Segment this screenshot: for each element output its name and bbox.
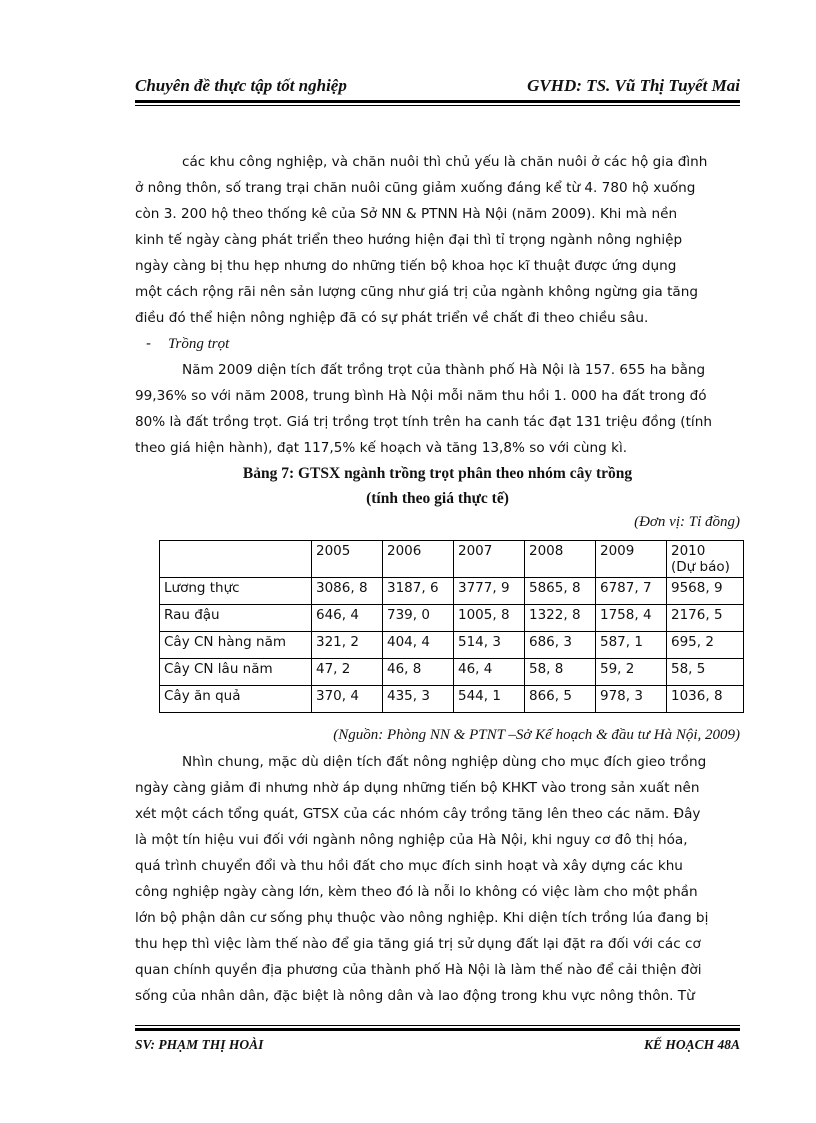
- table-cell: 370, 4: [312, 686, 383, 713]
- table-cell: 9568, 9: [667, 578, 744, 605]
- table-cell: 435, 3: [383, 686, 454, 713]
- table-cell: 3777, 9: [454, 578, 525, 605]
- year-label: 2010: [671, 543, 706, 559]
- table-cell: 59, 2: [596, 659, 667, 686]
- table-source: (Nguồn: Phòng NN & PTNT –Sở Kế hoạch & đầu tư Hà Nội, 2009): [333, 727, 740, 743]
- table-title: Bảng 7: GTSX ngành trồng trọt phân theo nhóm cây trồng: [242, 465, 633, 482]
- text-line: ở nông thôn, số trang trại chăn nuôi cũng giảm xuống đáng kể từ 4. 780 hộ xuống: [135, 180, 696, 196]
- section-heading: Trồng trọt: [168, 336, 230, 352]
- table-cell: 1758, 4: [596, 605, 667, 632]
- table-cell: 866, 5: [525, 686, 596, 713]
- table-cell: 321, 2: [312, 632, 383, 659]
- footer-class: KẾ HOẠCH 48A: [643, 1037, 740, 1052]
- table-header-cell: 2008: [525, 541, 596, 578]
- text-line: thu hẹp thì việc làm thế nào để gia tăng giá trị sử dụng đất lại đặt ra đối với các cơ: [135, 936, 701, 952]
- table-cell: 3086, 8: [312, 578, 383, 605]
- table-row: [160, 632, 744, 659]
- table-cell: 1036, 8: [667, 686, 744, 713]
- text-line: còn 3. 200 hộ theo thống kê của Sở NN & PTNN Hà Nội (năm 2009). Khi mà nền: [135, 206, 678, 222]
- table-cell: 587, 1: [596, 632, 667, 659]
- text-line: 80% là đất trồng trọt. Giá trị trồng trọt tính trên ha canh tác đạt 131 triệu đồng (tính: [135, 414, 712, 430]
- table-cell: 695, 2: [667, 632, 744, 659]
- table-cell: 6787, 7: [596, 578, 667, 605]
- table-cell: 46, 8: [383, 659, 454, 686]
- table-row: [160, 686, 744, 713]
- table-unit: (Đơn vị: Tỉ đồng): [634, 514, 740, 530]
- text-line: quan chính quyền địa phương của thành phố Hà Nội là làm thế nào để cải thiện đời: [135, 962, 702, 978]
- header-supervisor: GVHD: TS. Vũ Thị Tuyết Mai: [527, 76, 740, 95]
- table-cell: 1322, 8: [525, 605, 596, 632]
- table-cell: Rau đậu: [160, 605, 312, 632]
- table-cell: Lương thực: [160, 578, 312, 605]
- table-cell: 58, 8: [525, 659, 596, 686]
- text-line: ngày càng bị thu hẹp nhưng do những tiến bộ khoa học kĩ thuật được ứng dụng: [135, 258, 677, 274]
- table-cell: 58, 5: [667, 659, 744, 686]
- table-header-cell: 2005: [312, 541, 383, 578]
- table-cell: 978, 3: [596, 686, 667, 713]
- text-line: Nhìn chung, mặc dù diện tích đất nông nghiệp dùng cho mục đích gieo trồng: [182, 754, 707, 770]
- text-line: sống của nhân dân, đặc biệt là nông dân và lao động trong khu vực nông thôn. Từ: [135, 988, 695, 1004]
- text-line: các khu công nghiệp, và chăn nuôi thì chủ yếu là chăn nuôi ở các hộ gia đình: [182, 154, 708, 170]
- header-rule-thin: [135, 105, 740, 106]
- header-rule: [135, 100, 740, 103]
- paragraph-3: [135, 749, 740, 1009]
- text-line: kinh tế ngày càng phát triển theo hướng hiện đại thì tỉ trọng ngành nông nghiệp: [135, 232, 683, 248]
- bullet-dash: -: [146, 336, 152, 352]
- table-cell: 404, 4: [383, 632, 454, 659]
- table-cell: Cây ăn quả: [160, 686, 312, 713]
- table-row: [160, 659, 744, 686]
- table-cell: 686, 3: [525, 632, 596, 659]
- table-cell: 47, 2: [312, 659, 383, 686]
- paragraph-1: [135, 149, 740, 331]
- table-cell: 2176, 5: [667, 605, 744, 632]
- text-line: theo giá hiện hành), đạt 117,5% kế hoạch và tăng 13,8% so với cùng kì.: [135, 440, 628, 456]
- text-line: một cách rộng rãi nên sản lượng cũng như giá trị của ngành không ngừng gia tăng: [135, 284, 698, 300]
- footer-rule: [135, 1028, 740, 1031]
- table-cell: 544, 1: [454, 686, 525, 713]
- table-cell: 3187, 6: [383, 578, 454, 605]
- table-header-cell: 2006: [383, 541, 454, 578]
- text-line: 99,36% so với năm 2008, trung bình Hà Nội mỗi năm thu hồi 1. 000 ha đất trong đó: [135, 388, 707, 404]
- table-cell: Cây CN hàng năm: [160, 632, 312, 659]
- table-cell: 514, 3: [454, 632, 525, 659]
- table-cell: 1005, 8: [454, 605, 525, 632]
- table-cell: 646, 4: [312, 605, 383, 632]
- table-cell: 5865, 8: [525, 578, 596, 605]
- text-line: công nghiệp ngày càng lớn, kèm theo đó là nỗi lo không có việc làm cho một phần: [135, 884, 698, 900]
- table-row: [160, 578, 744, 605]
- forecast-note: (Dự báo): [671, 559, 730, 575]
- paragraph-2: [135, 357, 740, 461]
- table-cell: 46, 4: [454, 659, 525, 686]
- footer-rule-thin: [135, 1025, 740, 1026]
- table-subtitle: (tính theo giá thực tế): [366, 490, 509, 507]
- text-line: Năm 2009 diện tích đất trồng trọt của thành phố Hà Nội là 157. 655 ha bằng: [182, 362, 706, 378]
- text-line: lớn bộ phận dân cư sống phụ thuộc vào nông nghiệp. Khi diện tích trồng lúa đang bị: [135, 910, 709, 926]
- table-header-cell: [160, 541, 312, 578]
- text-line: xét một cách tổng quát, GTSX của các nhóm cây trồng tăng lên theo các năm. Đây: [135, 806, 701, 822]
- table-header-cell: 2009: [596, 541, 667, 578]
- table-cell: Cây CN lâu năm: [160, 659, 312, 686]
- data-table: [159, 540, 744, 713]
- table-header-row: [160, 541, 744, 578]
- text-line: điều đó thể hiện nông nghiệp đã có sự phát triển về chất đi theo chiều sâu.: [135, 310, 649, 326]
- footer-author: SV: PHẠM THỊ HOÀI: [135, 1037, 264, 1052]
- table-row: [160, 605, 744, 632]
- section-bullet: [146, 336, 229, 353]
- text-line: quá trình chuyển đổi và thu hồi đất cho mục đích sinh hoạt và xây dựng các khu: [135, 858, 683, 874]
- text-line: ngày càng giảm đi nhưng nhờ áp dụng những tiến bộ KHKT vào trong sản xuất nên: [135, 780, 700, 796]
- text-line: là một tín hiệu vui đối với ngành nông nghiệp của Hà Nội, khi nguy cơ đô thị hóa,: [135, 832, 688, 848]
- table-header-cell: [667, 541, 744, 578]
- table-cell: 739, 0: [383, 605, 454, 632]
- header-title: Chuyên đề thực tập tốt nghiệp: [135, 76, 347, 95]
- table-header-cell: 2007: [454, 541, 525, 578]
- page-header: [135, 72, 740, 100]
